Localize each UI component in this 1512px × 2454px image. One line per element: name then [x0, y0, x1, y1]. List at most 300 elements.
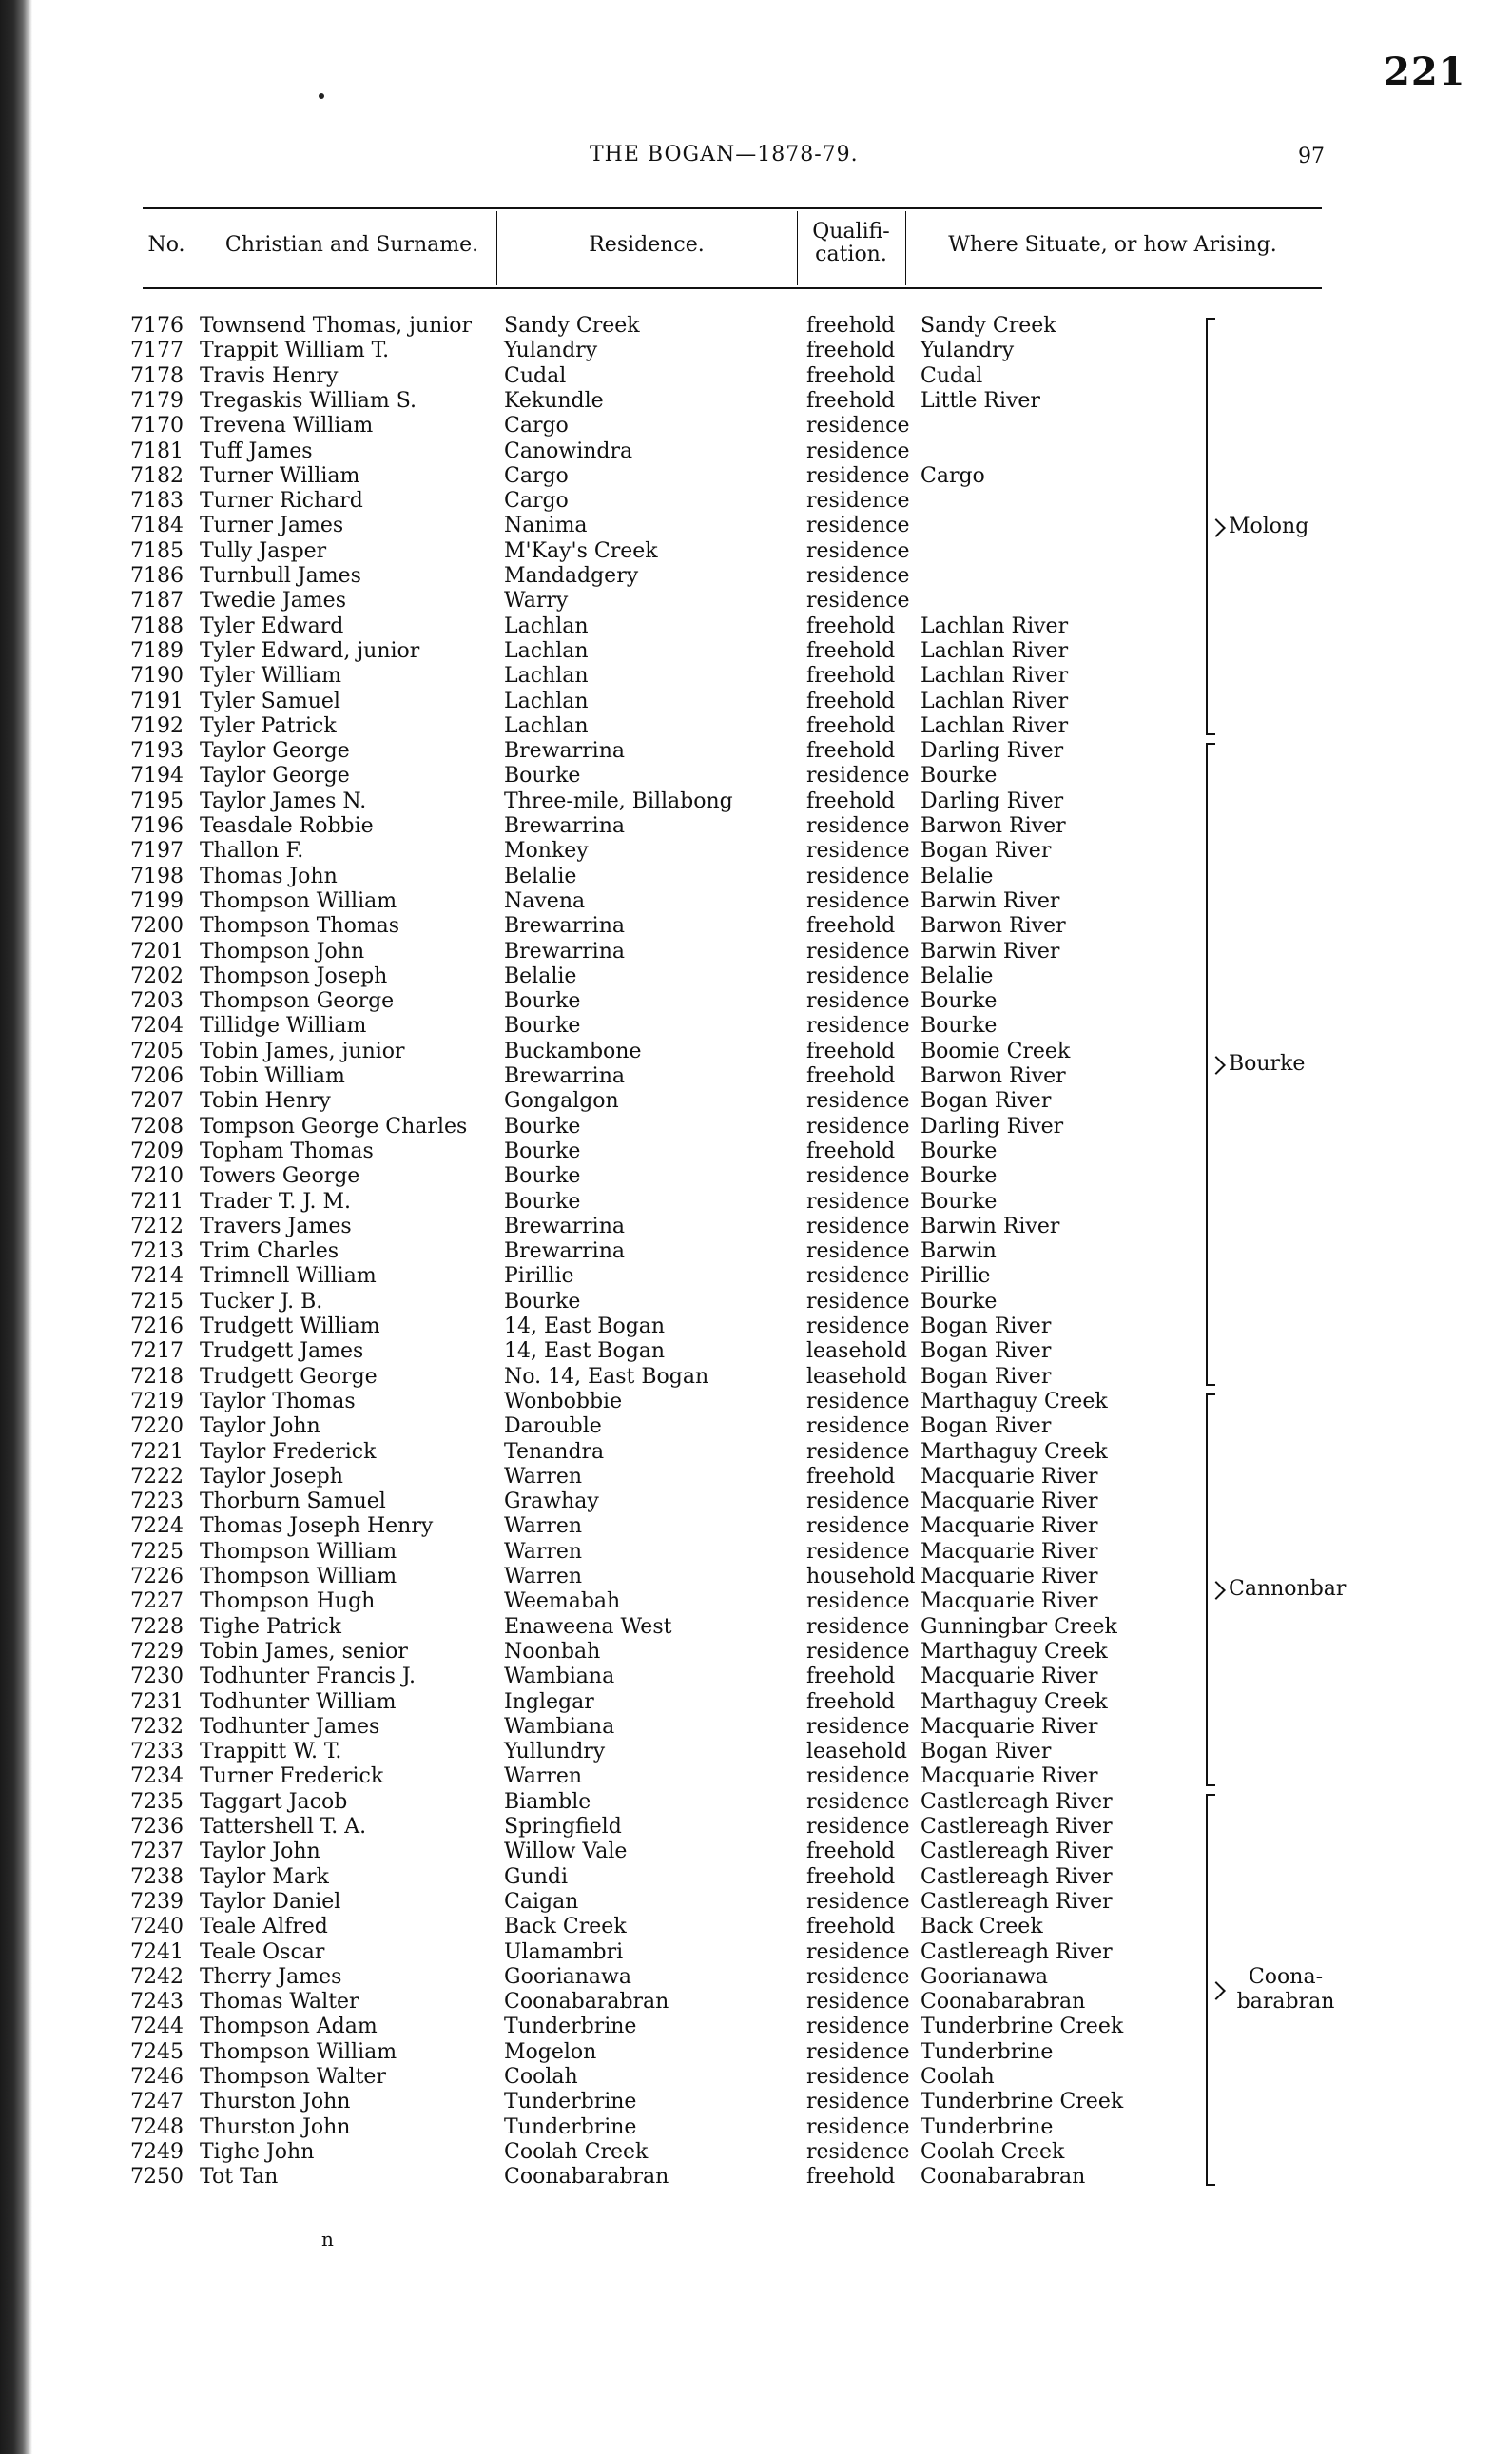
table-row	[0, 314, 1512, 339]
table-row	[0, 1139, 1512, 1164]
elector-number: 7226	[130, 1565, 184, 1588]
table-row	[0, 1514, 1512, 1539]
elector-qualification: residence	[806, 2114, 910, 2139]
elector-number: 7213	[130, 1239, 184, 1264]
elector-name: Trudgett James	[200, 1339, 364, 1364]
elector-name: Trappit William T.	[200, 339, 390, 363]
elector-qualification: residence	[806, 1264, 910, 1289]
elector-residence: Belalie	[504, 964, 577, 988]
header-qualification: Qualifi- cation.	[812, 220, 890, 266]
elector-residence: Warren	[504, 1565, 583, 1588]
elector-qualification: freehold	[806, 1915, 896, 1939]
elector-name: Tobin Henry	[200, 1089, 331, 1114]
elector-name: Taylor Frederick	[200, 1439, 377, 1464]
table-row	[0, 714, 1512, 739]
elector-qualification: residence	[806, 1214, 910, 1238]
elector-qualification: residence	[806, 2139, 910, 2164]
table-row	[0, 1690, 1512, 1715]
table-row	[0, 814, 1512, 839]
elector-number: 7246	[130, 2065, 184, 2089]
elector-name: Turner Richard	[200, 489, 363, 514]
footer-mark: n	[321, 2228, 334, 2250]
elector-number: 7222	[130, 1464, 184, 1489]
elector-qualification: freehold	[806, 1139, 896, 1163]
table-row	[0, 839, 1512, 864]
elector-number: 7238	[130, 1864, 184, 1889]
elector-where-situate: Little River	[921, 388, 1040, 413]
elector-residence: Bourke	[504, 1139, 581, 1163]
elector-qualification: residence	[806, 1815, 910, 1839]
elector-qualification: residence	[806, 1990, 910, 2015]
elector-qualification: leasehold	[806, 1364, 908, 1389]
elector-where-situate: Barwon River	[921, 814, 1066, 838]
elector-qualification: freehold	[806, 638, 896, 663]
elector-where-situate: Bourke	[921, 764, 998, 789]
elector-name: Thompson Adam	[200, 2015, 378, 2039]
elector-qualification: residence	[806, 414, 910, 438]
elector-name: Tyler Patrick	[200, 713, 337, 738]
elector-residence: Coonabarabran	[504, 1990, 669, 2015]
elector-number: 7202	[130, 964, 184, 988]
elector-residence: Warren	[504, 1514, 583, 1539]
elector-number: 7187	[130, 589, 184, 614]
elector-number: 7219	[130, 1389, 184, 1413]
header-name: Christian and Surname.	[224, 233, 479, 257]
elector-number: 7182	[130, 463, 184, 488]
elector-name: Tillidge William	[200, 1014, 367, 1039]
elector-name: Tattershell T. A.	[200, 1815, 367, 1839]
elector-name: Thompson Hugh	[200, 1589, 376, 1614]
elector-qualification: household	[806, 1565, 916, 1588]
elector-name: Turner William	[200, 463, 360, 488]
elector-number: 7211	[130, 1189, 184, 1214]
elector-name: Thompson Walter	[200, 2065, 386, 2089]
elector-qualification: freehold	[806, 614, 896, 638]
elector-name: Thompson William	[200, 888, 397, 913]
elector-where-situate: Macquarie River	[921, 1514, 1098, 1539]
elector-residence: Lachlan	[504, 713, 589, 738]
table-row	[0, 1339, 1512, 1364]
elector-qualification: residence	[806, 2015, 910, 2039]
elector-where-situate: Macquarie River	[921, 1665, 1098, 1689]
table-row	[0, 439, 1512, 464]
elector-where-situate: Barwin River	[921, 939, 1060, 964]
elector-residence: Wambiana	[504, 1665, 615, 1689]
elector-residence: Weemabah	[504, 1589, 621, 1614]
elector-name: Trim Charles	[200, 1239, 339, 1264]
elector-where-situate: Barwon River	[921, 1064, 1066, 1088]
elector-residence: Brewarrina	[504, 914, 626, 939]
table-row	[0, 1089, 1512, 1114]
elector-name: Tighe John	[200, 2139, 315, 2164]
elector-residence: Noonbah	[504, 1639, 601, 1664]
elector-residence: Grawhay	[504, 1490, 599, 1514]
elector-residence: Monkey	[504, 839, 589, 864]
elector-residence: Darouble	[504, 1414, 602, 1439]
elector-number: 7220	[130, 1414, 184, 1439]
elector-name: Tregaskis William S.	[200, 388, 417, 413]
elector-residence: Mogelon	[504, 2039, 597, 2064]
table-row	[0, 539, 1512, 564]
elector-number: 7212	[130, 1214, 184, 1238]
table-row	[0, 564, 1512, 589]
elector-name: Thompson John	[200, 939, 365, 964]
elector-where-situate: Castlereagh River	[921, 1864, 1113, 1889]
elector-where-situate: Barwin	[921, 1239, 997, 1264]
elector-number: 7181	[130, 438, 184, 463]
table-row	[0, 1115, 1512, 1139]
elector-qualification: freehold	[806, 2165, 896, 2190]
elector-where-situate: Barwon River	[921, 914, 1066, 939]
table-row	[0, 789, 1512, 814]
elector-qualification: freehold	[806, 1864, 896, 1889]
table-row	[0, 739, 1512, 764]
elector-where-situate: Goorianawa	[921, 1964, 1048, 1989]
elector-number: 7231	[130, 1689, 184, 1714]
table-row	[0, 2140, 1512, 2165]
table-row	[0, 614, 1512, 639]
elector-residence: Warry	[504, 589, 569, 614]
elector-number: 7209	[130, 1139, 184, 1163]
elector-number: 7193	[130, 739, 184, 764]
elector-name: Turner Frederick	[200, 1764, 384, 1789]
elector-qualification: freehold	[806, 1039, 896, 1063]
elector-name: Thorburn Samuel	[200, 1490, 386, 1514]
elector-name: Tyler Edward, junior	[200, 638, 420, 663]
elector-where-situate: Bogan River	[921, 1089, 1052, 1114]
table-row	[0, 1940, 1512, 1965]
elector-name: Thomas John	[200, 864, 338, 888]
table-row	[0, 2090, 1512, 2114]
elector-qualification: leasehold	[806, 1339, 908, 1364]
elector-residence: Brewarrina	[504, 939, 626, 964]
table-row	[0, 389, 1512, 414]
elector-qualification: freehold	[806, 664, 896, 689]
elector-number: 7200	[130, 914, 184, 939]
elector-qualification: residence	[806, 1114, 910, 1139]
elector-number: 7228	[130, 1614, 184, 1639]
elector-where-situate: Gunningbar Creek	[921, 1614, 1117, 1639]
elector-number: 7250	[130, 2165, 184, 2190]
elector-name: Towers George	[200, 1164, 360, 1189]
table-row	[0, 1215, 1512, 1239]
elector-qualification: residence	[806, 989, 910, 1014]
elector-number: 7217	[130, 1339, 184, 1364]
elector-name: Teasdale Robbie	[200, 814, 374, 838]
elector-residence: Yullundry	[504, 1740, 606, 1764]
elector-where-situate: Bogan River	[921, 1740, 1052, 1764]
elector-name: Taylor George	[200, 764, 350, 789]
elector-where-situate: Bourke	[921, 1289, 998, 1314]
elector-name: Thompson William	[200, 2039, 397, 2064]
elector-name: Taggart Jacob	[200, 1789, 348, 1814]
elector-residence: Ulamambri	[504, 1939, 624, 1964]
table-row	[0, 1440, 1512, 1465]
elector-residence: Three-mile, Billabong	[504, 789, 733, 813]
district-brace	[1206, 318, 1209, 735]
elector-number: 7215	[130, 1289, 184, 1314]
elector-qualification: residence	[806, 1964, 910, 1989]
elector-number: 7179	[130, 388, 184, 413]
table-row	[0, 2015, 1512, 2039]
elector-qualification: freehold	[806, 789, 896, 813]
elector-qualification: residence	[806, 1315, 910, 1338]
elector-name: Taylor Thomas	[200, 1389, 356, 1413]
table-row	[0, 1815, 1512, 1840]
table-row	[0, 1390, 1512, 1414]
elector-residence: Brewarrina	[504, 739, 626, 764]
elector-number: 7210	[130, 1164, 184, 1189]
elector-name: Taylor John	[200, 1840, 320, 1864]
elector-residence: Warren	[504, 1539, 583, 1564]
elector-number: 7190	[130, 664, 184, 689]
elector-qualification: residence	[806, 1514, 910, 1539]
district-brace	[1206, 1794, 1209, 2187]
elector-where-situate: Macquarie River	[921, 1714, 1098, 1739]
elector-residence: Bourke	[504, 1164, 581, 1189]
elector-qualification: residence	[806, 1614, 910, 1639]
elector-where-situate: Pirillie	[921, 1264, 991, 1289]
table-row	[0, 914, 1512, 939]
elector-where-situate: Coolah	[921, 2065, 995, 2089]
elector-residence: 14, East Bogan	[504, 1339, 666, 1364]
elector-name: Tobin James, junior	[200, 1039, 405, 1063]
table-row	[0, 1414, 1512, 1439]
elector-where-situate: Marthaguy Creek	[921, 1689, 1108, 1714]
elector-qualification: residence	[806, 964, 910, 988]
elector-number: 7237	[130, 1840, 184, 1864]
elector-name: Townsend Thomas, junior	[200, 314, 473, 338]
elector-qualification: freehold	[806, 1464, 896, 1489]
elector-residence: Bourke	[504, 989, 581, 1014]
elector-name: Tompson George Charles	[200, 1114, 468, 1139]
elector-number: 7204	[130, 1014, 184, 1039]
elector-where-situate: Macquarie River	[921, 1464, 1098, 1489]
table-row	[0, 664, 1512, 689]
elector-name: Thompson George	[200, 989, 395, 1014]
header-where: Where Situate, or how Arising.	[948, 233, 1277, 257]
elector-where-situate: Coonabarabran	[921, 1990, 1086, 2015]
header-residence: Residence.	[589, 233, 705, 257]
elector-number: 7208	[130, 1114, 184, 1139]
elector-number: 7205	[130, 1039, 184, 1063]
elector-residence: Brewarrina	[504, 814, 626, 838]
table-row	[0, 989, 1512, 1014]
elector-qualification: residence	[806, 538, 910, 563]
elector-where-situate: Lachlan River	[921, 614, 1069, 638]
elector-qualification: residence	[806, 1089, 910, 1114]
elector-residence: Lachlan	[504, 638, 589, 663]
elector-name: Taylor James N.	[200, 789, 367, 813]
elector-number: 7189	[130, 638, 184, 663]
elector-name: Tyler William	[200, 664, 342, 689]
elector-where-situate: Tunderbrine	[921, 2114, 1054, 2139]
elector-number: 7243	[130, 1990, 184, 2015]
elector-residence: Pirillie	[504, 1264, 574, 1289]
table-row	[0, 364, 1512, 389]
table-row	[0, 1840, 1512, 1864]
elector-number: 7178	[130, 363, 184, 388]
elector-residence: Nanima	[504, 514, 588, 538]
elector-name: Todhunter Francis J.	[200, 1665, 416, 1689]
elector-qualification: freehold	[806, 1064, 896, 1088]
elector-qualification: freehold	[806, 914, 896, 939]
elector-where-situate: Macquarie River	[921, 1490, 1098, 1514]
elector-residence: Cargo	[504, 489, 569, 514]
elector-where-situate: Castlereagh River	[921, 1939, 1113, 1964]
elector-number: 7244	[130, 2015, 184, 2039]
elector-where-situate: Bogan River	[921, 1364, 1052, 1389]
elector-where-situate: Marthaguy Creek	[921, 1439, 1108, 1464]
table-row	[0, 1665, 1512, 1689]
elector-residence: Bourke	[504, 1189, 581, 1214]
elector-where-situate: Belalie	[921, 964, 994, 988]
elector-qualification: residence	[806, 2090, 910, 2114]
table-row	[0, 865, 1512, 889]
elector-where-situate: Barwin River	[921, 1214, 1060, 1238]
elector-number: 7188	[130, 614, 184, 638]
elector-name: Trader T. J. M.	[200, 1189, 351, 1214]
elector-where-situate: Macquarie River	[921, 1764, 1098, 1789]
elector-residence: Tenandra	[504, 1439, 605, 1464]
table-top-rule	[143, 207, 1322, 209]
elector-where-situate: Bogan River	[921, 1339, 1052, 1364]
elector-number: 7240	[130, 1915, 184, 1939]
elector-number: 7191	[130, 689, 184, 713]
elector-where-situate: Bogan River	[921, 1414, 1052, 1439]
elector-number: 7223	[130, 1490, 184, 1514]
elector-residence: Willow Vale	[504, 1840, 628, 1864]
elector-where-situate: Tunderbrine Creek	[921, 2090, 1124, 2114]
elector-where-situate: Marthaguy Creek	[921, 1389, 1108, 1413]
elector-number: 7183	[130, 489, 184, 514]
elector-number: 7170	[130, 414, 184, 438]
elector-qualification: freehold	[806, 713, 896, 738]
elector-residence: Inglegar	[504, 1689, 594, 1714]
elector-name: Tully Jasper	[200, 538, 327, 563]
elector-residence: Bourke	[504, 1114, 581, 1139]
elector-number: 7241	[130, 1939, 184, 1964]
elector-residence: Bourke	[504, 1014, 581, 1039]
elector-name: Therry James	[200, 1964, 342, 1989]
elector-number: 7207	[130, 1089, 184, 1114]
elector-qualification: freehold	[806, 314, 896, 338]
elector-qualification: residence	[806, 1014, 910, 1039]
elector-number: 7221	[130, 1439, 184, 1464]
elector-residence: Brewarrina	[504, 1239, 626, 1264]
elector-number: 7195	[130, 789, 184, 813]
table-row	[0, 1890, 1512, 1915]
elector-residence: Coolah Creek	[504, 2139, 649, 2164]
page-number: 221	[1384, 49, 1466, 94]
district-brace	[1206, 743, 1209, 1386]
elector-residence: Tunderbrine	[504, 2114, 637, 2139]
elector-number: 7216	[130, 1315, 184, 1338]
elector-residence: Back Creek	[504, 1915, 627, 1939]
table-row	[0, 1315, 1512, 1339]
elector-name: Thurston John	[200, 2090, 351, 2114]
elector-where-situate: Macquarie River	[921, 1565, 1098, 1588]
elector-residence: Coonabarabran	[504, 2165, 669, 2190]
elector-residence: Cargo	[504, 463, 569, 488]
district-brace	[1206, 1393, 1209, 1786]
elector-qualification: freehold	[806, 339, 896, 363]
elector-residence: No. 14, East Bogan	[504, 1364, 709, 1389]
table-row	[0, 339, 1512, 363]
elector-where-situate: Coolah Creek	[921, 2139, 1065, 2164]
elector-where-situate: Marthaguy Creek	[921, 1639, 1108, 1664]
elector-where-situate: Darling River	[921, 789, 1064, 813]
elector-residence: Wonbobbie	[504, 1389, 623, 1413]
elector-where-situate: Tunderbrine Creek	[921, 2015, 1124, 2039]
elector-residence: Belalie	[504, 864, 577, 888]
table-row	[0, 1014, 1512, 1039]
elector-qualification: residence	[806, 864, 910, 888]
header-no: No.	[147, 233, 185, 257]
elector-where-situate: Cargo	[921, 463, 985, 488]
elector-where-situate: Lachlan River	[921, 689, 1069, 713]
elector-qualification: freehold	[806, 1840, 896, 1864]
elector-name: Taylor Daniel	[200, 1889, 341, 1914]
elector-qualification: residence	[806, 1789, 910, 1814]
table-row	[0, 414, 1512, 438]
elector-number: 7235	[130, 1789, 184, 1814]
elector-qualification: freehold	[806, 1689, 896, 1714]
table-row	[0, 639, 1512, 664]
elector-qualification: residence	[806, 514, 910, 538]
elector-name: Teale Oscar	[200, 1939, 325, 1964]
elector-number: 7214	[130, 1264, 184, 1289]
elector-number: 7206	[130, 1064, 184, 1088]
elector-where-situate: Macquarie River	[921, 1589, 1098, 1614]
elector-residence: Bourke	[504, 1289, 581, 1314]
elector-qualification: residence	[806, 1289, 910, 1314]
elector-qualification: residence	[806, 839, 910, 864]
district-label: Coona- barabran	[1236, 1965, 1335, 2015]
table-row	[0, 2065, 1512, 2090]
elector-name: Taylor Mark	[200, 1864, 329, 1889]
table-row	[0, 1540, 1512, 1565]
elector-qualification: leasehold	[806, 1740, 908, 1764]
elector-name: Thompson Thomas	[200, 914, 400, 939]
elector-number: 7176	[130, 314, 184, 338]
elector-qualification: residence	[806, 939, 910, 964]
elector-name: Travers James	[200, 1214, 352, 1238]
elector-name: Topham Thomas	[200, 1139, 374, 1163]
elector-where-situate: Castlereagh River	[921, 1889, 1113, 1914]
district-label: Bourke	[1229, 1052, 1306, 1076]
elector-residence: Lachlan	[504, 689, 589, 713]
elector-qualification: residence	[806, 764, 910, 789]
table-row	[0, 1290, 1512, 1315]
elector-number: 7199	[130, 888, 184, 913]
elector-name: Taylor Joseph	[200, 1464, 343, 1489]
district-label: Molong	[1229, 514, 1309, 538]
elector-residence: Brewarrina	[504, 1064, 626, 1088]
elector-name: Thurston John	[200, 2114, 351, 2139]
table-row	[0, 1490, 1512, 1514]
elector-qualification: freehold	[806, 363, 896, 388]
elector-residence: Mandadgery	[504, 564, 639, 588]
elector-name: Trudgett George	[200, 1364, 378, 1389]
elector-residence: Enaweena West	[504, 1614, 672, 1639]
elector-name: Tobin William	[200, 1064, 345, 1088]
elector-name: Tot Tan	[200, 2165, 279, 2190]
elector-residence: Gundi	[504, 1864, 569, 1889]
elector-where-situate: Bogan River	[921, 1315, 1052, 1338]
elector-qualification: residence	[806, 888, 910, 913]
elector-where-situate: Tunderbrine	[921, 2039, 1054, 2064]
